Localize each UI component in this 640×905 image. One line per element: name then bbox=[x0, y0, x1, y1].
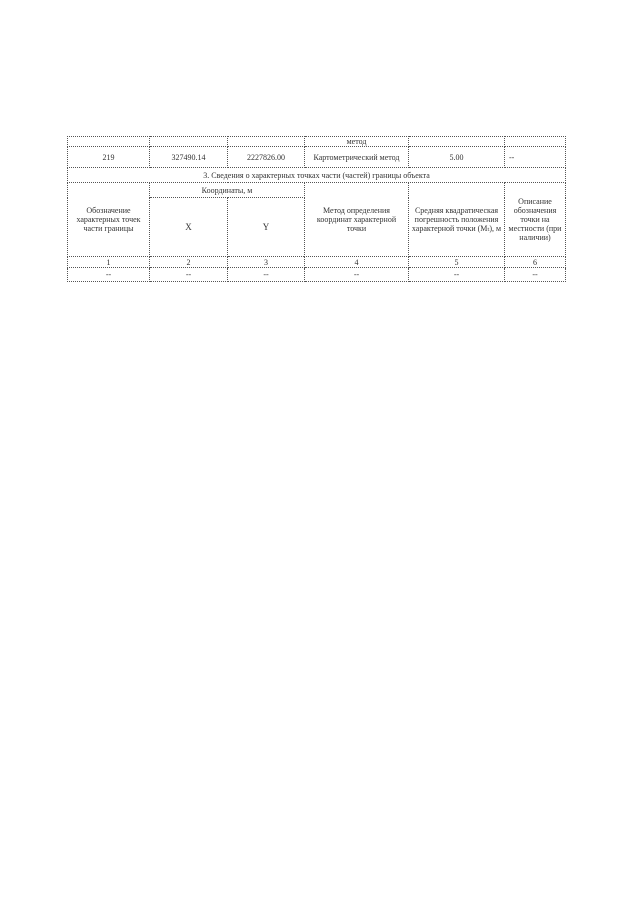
table-cell: -- bbox=[228, 268, 305, 282]
point-number-cell: 219 bbox=[68, 147, 150, 168]
section-title: 3. Сведения о характерных точках части (частей) границы объекта bbox=[68, 168, 566, 183]
y-coordinate-cell: 2227826.00 bbox=[228, 147, 305, 168]
column-number: 6 bbox=[505, 257, 566, 268]
coordinates-table bbox=[67, 136, 566, 282]
table-row bbox=[68, 268, 566, 282]
table-cell bbox=[228, 137, 305, 147]
table-cell: -- bbox=[150, 268, 228, 282]
table-cell bbox=[150, 137, 228, 147]
header-coordinates: Координаты, м bbox=[150, 183, 305, 198]
header-error: Средняя квадратическая погрешность положения характерной точки (Mₜ), м bbox=[409, 183, 505, 257]
table-row bbox=[68, 147, 566, 168]
header-row bbox=[68, 183, 566, 198]
x-coordinate-cell: 327490.14 bbox=[150, 147, 228, 168]
column-number: 4 bbox=[305, 257, 409, 268]
table-cell: -- bbox=[68, 268, 150, 282]
method-cell: Картометрический метод bbox=[305, 147, 409, 168]
table-cell bbox=[409, 137, 505, 147]
column-number: 1 bbox=[68, 257, 150, 268]
column-number: 2 bbox=[150, 257, 228, 268]
table-row bbox=[68, 137, 566, 147]
column-number: 5 bbox=[409, 257, 505, 268]
description-cell: -- bbox=[505, 147, 566, 168]
column-number-row bbox=[68, 257, 566, 268]
table-cell bbox=[505, 137, 566, 147]
table-cell bbox=[68, 137, 150, 147]
header-description: Описание обозначения точки на местности (при наличии) bbox=[505, 183, 566, 257]
error-cell: 5.00 bbox=[409, 147, 505, 168]
section-row bbox=[68, 168, 566, 183]
table-cell: метод bbox=[305, 137, 409, 147]
table-cell: -- bbox=[505, 268, 566, 282]
header-x: X bbox=[150, 198, 228, 257]
table-cell: -- bbox=[305, 268, 409, 282]
header-y: Y bbox=[228, 198, 305, 257]
header-method: Метод определения координат характерной точки bbox=[305, 183, 409, 257]
table-cell: -- bbox=[409, 268, 505, 282]
column-number: 3 bbox=[228, 257, 305, 268]
header-point-designation: Обозначение характерных точек части границы bbox=[68, 183, 150, 257]
